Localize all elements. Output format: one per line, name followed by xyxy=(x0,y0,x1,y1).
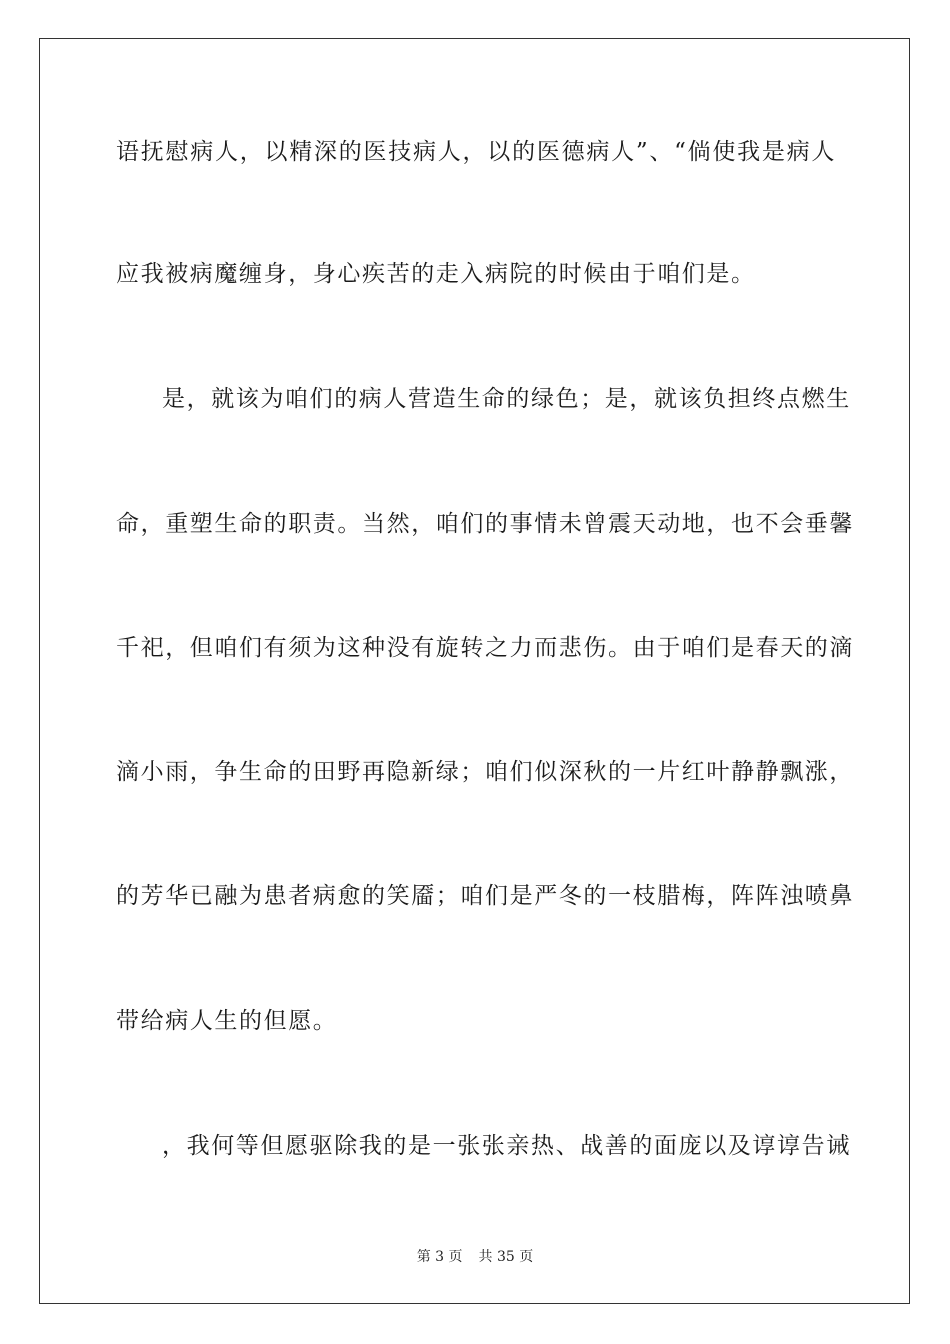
body-line-5: 千祀，但咱们有须为这种没有旋转之力而悲伤。由于咱们是春天的滴 xyxy=(116,635,854,661)
body-line-8: 带给病人生的但愿。 xyxy=(116,1008,338,1034)
body-line-9: ，我何等但愿驱除我的是一张张亲热、战善的面庞以及谆谆告诫 xyxy=(162,1133,851,1159)
body-line-2: 应我被病魔缠身，身心疾苦的走入病院的时候由于咱们是。 xyxy=(116,261,756,287)
body-line-4: 命，重塑生命的职责。当然，咱们的事情未曾震天动地，也不会垂馨 xyxy=(116,511,854,537)
page-total: 共 35 页 xyxy=(478,1249,534,1265)
page-footer xyxy=(0,1248,950,1266)
body-line-3: 是，就该为咱们的病人营造生命的绿色；是，就该负担终点燃生 xyxy=(162,386,851,412)
body-line-7: 的芳华已融为患者病愈的笑靥；咱们是严冬的一枝腊梅，阵阵浊喷鼻 xyxy=(116,883,854,909)
body-line-1: 语抚慰病人，以精深的医技病人，以的医德病人”、“倘使我是病人 xyxy=(116,139,836,165)
page-border xyxy=(39,38,910,1304)
body-line-6: 滴小雨，争生命的田野再隐新绿；咱们似深秋的一片红叶静静飘涨， xyxy=(116,759,854,785)
page-number: 第 3 页 xyxy=(416,1249,463,1265)
